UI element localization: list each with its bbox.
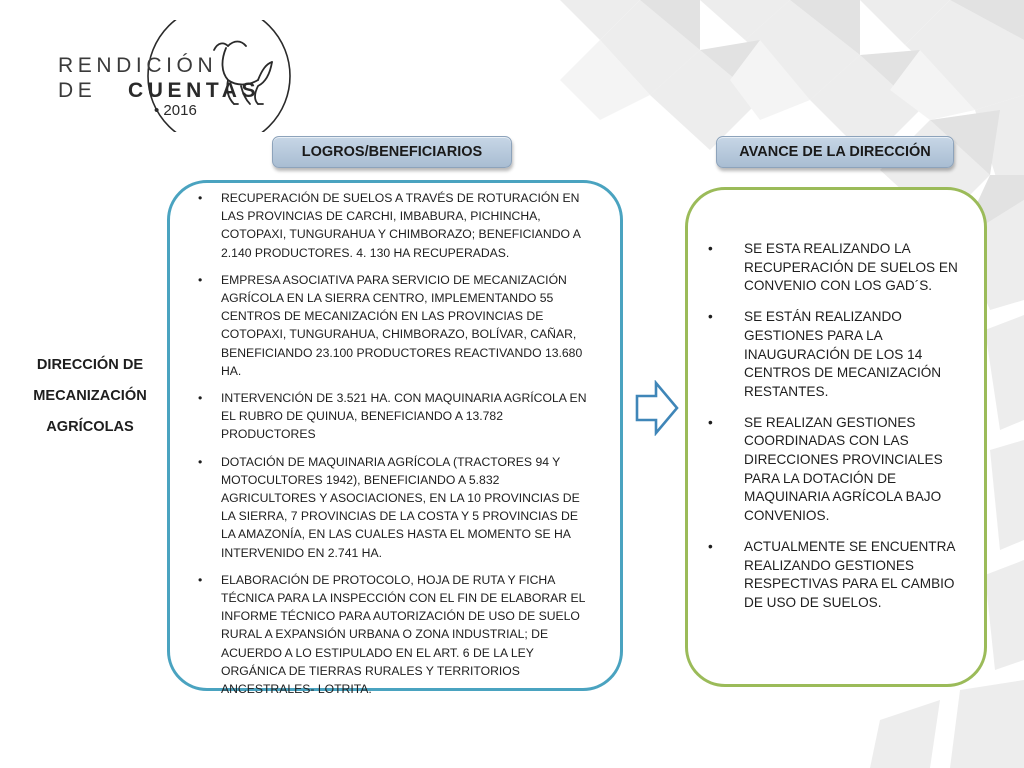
list-item-text: RECUPERACIÓN DE SUELOS A TRAVÉS DE ROTURACIÓN EN LAS PROVINCIAS DE CARCHI, IMBABURA, PICHINCHA, COTOPAXI, TUNGURAHUA Y CHIMBORAZO; BENEFICIANDO A 2.140 PRODUCTORES. 4. 130 HA RECUPERADAS. [221,191,581,260]
list-item [198,453,594,562]
list-item-text: ELABORACIÓN DE PROTOCOLO, HOJA DE RUTA Y FICHA TÉCNICA PARA LA INSPECCIÓN CON EL FIN DE ELABORAR EL INFORME TÉCNICO PARA AUTORIZACIÓN DE USO DE SUELO RURAL A EXPANSIÓN URBANA O ZONA INDUSTRIAL; DE ACUERDO A LO ESTIPULADO EN EL ART. 6 DE LA LEY ORGÁNICA DE TIERRAS RURALES Y TERRITORIOS ANCESTRALES- LOTRITA. [221,572,585,697]
list-item-text: DOTACIÓN DE MAQUINARIA AGRÍCOLA (TRACTORES 94 Y MOTOCULTORES 1942), BENEFICIANDO A 5.832 AGRICULTORES Y ASOCIACIONES, EN LA 10 PROVINCIAS DE LA SIERRA, 7 PROVINCIAS DE LA COSTA Y 5 PROVINCIAS DE LA AMAZONÍA, EN LAS CUALES HASTA EL MOMENTO SE HA INTERVENIDO EN 2.741 HA. [221,454,580,560]
bullet-dot: • [198,572,203,587]
bullet-dot: • [708,414,713,430]
bullet-dot: • [198,454,203,469]
bullet-dot: • [708,241,713,256]
bullet-dot: • [198,191,203,205]
avance-list [708,240,964,613]
list-item [708,308,964,402]
list-item [708,414,964,526]
bullet-dot: • [198,272,203,287]
logo-year: • 2016 [154,102,197,119]
list-item-text: INTERVENCIÓN DE 3.521 HA. CON MAQUINARIA AGRÍCOLA EN EL RUBRO DE QUINUA, BENEFICIANDO A 13.782 PRODUCTORES [221,391,587,442]
right-arrow-icon [634,380,680,436]
bullet-dot: • [708,538,713,554]
header-logros-beneficiarios: LOGROS/BENEFICIARIOS [272,136,512,168]
list-item-text: EMPRESA ASOCIATIVA PARA SERVICIO DE MECANIZACIÓN AGRÍCOLA EN LA SIERRA CENTRO, IMPLEMENTANDO 55 CENTROS DE MECANIZACIÓN EN LAS PROVINCIAS DE COTOPAXI, TUNGURAHUA, CHIMBORAZO, BOLÍVAR, CAÑAR, BENEFICIANDO 23.100 PRODUCTORES REACTIVANDO 13.680 HA. [221,272,583,378]
direccion-line: MECANIZACIÓN [33,388,147,404]
list-item [198,189,594,262]
list-item-text: SE ESTÁN REALIZANDO GESTIONES PARA LA INAUGURACIÓN DE LOS 14 CENTROS DE MECANIZACIÓN RESTANTES. [744,309,942,399]
list-item [198,389,594,444]
list-item-text: ACTUALMENTE SE ENCUENTRA REALIZANDO GESTIONES RESPECTIVAS PARA EL CAMBIO DE USO DE SUELOS. [744,538,955,610]
direccion-label [14,350,166,443]
bullet-dot: • [198,391,203,406]
list-item [708,240,964,296]
logo-title-rendicion: RENDICIÓN [58,54,218,77]
direccion-line: AGRÍCOLAS [46,419,134,435]
list-item [198,571,594,698]
logros-list [198,189,594,698]
direccion-line: DIRECCIÓN DE [36,357,144,373]
header-avance-direccion: AVANCE DE LA DIRECCIÓN [716,136,954,168]
list-item-text: SE REALIZAN GESTIONES COORDINADAS CON LAS DIRECCIONES PROVINCIALES PARA LA DOTACIÓN DE MAQUINARIA AGRÍCOLA BAJO CONVENIOS. [744,414,943,524]
logros-panel [167,180,623,697]
list-item [198,271,594,380]
logo-title-de: DE [58,79,97,102]
bullet-dot: • [708,309,713,325]
logo-title-cuentas: CUENTAS [128,79,261,102]
avance-panel [685,187,987,687]
rendicion-de-cuentas-logo [58,20,308,132]
list-item-text: SE ESTA REALIZANDO LA RECUPERACIÓN DE SUELOS EN CONVENIO CON LOS GAD´S. [744,241,958,294]
list-item [708,538,964,613]
